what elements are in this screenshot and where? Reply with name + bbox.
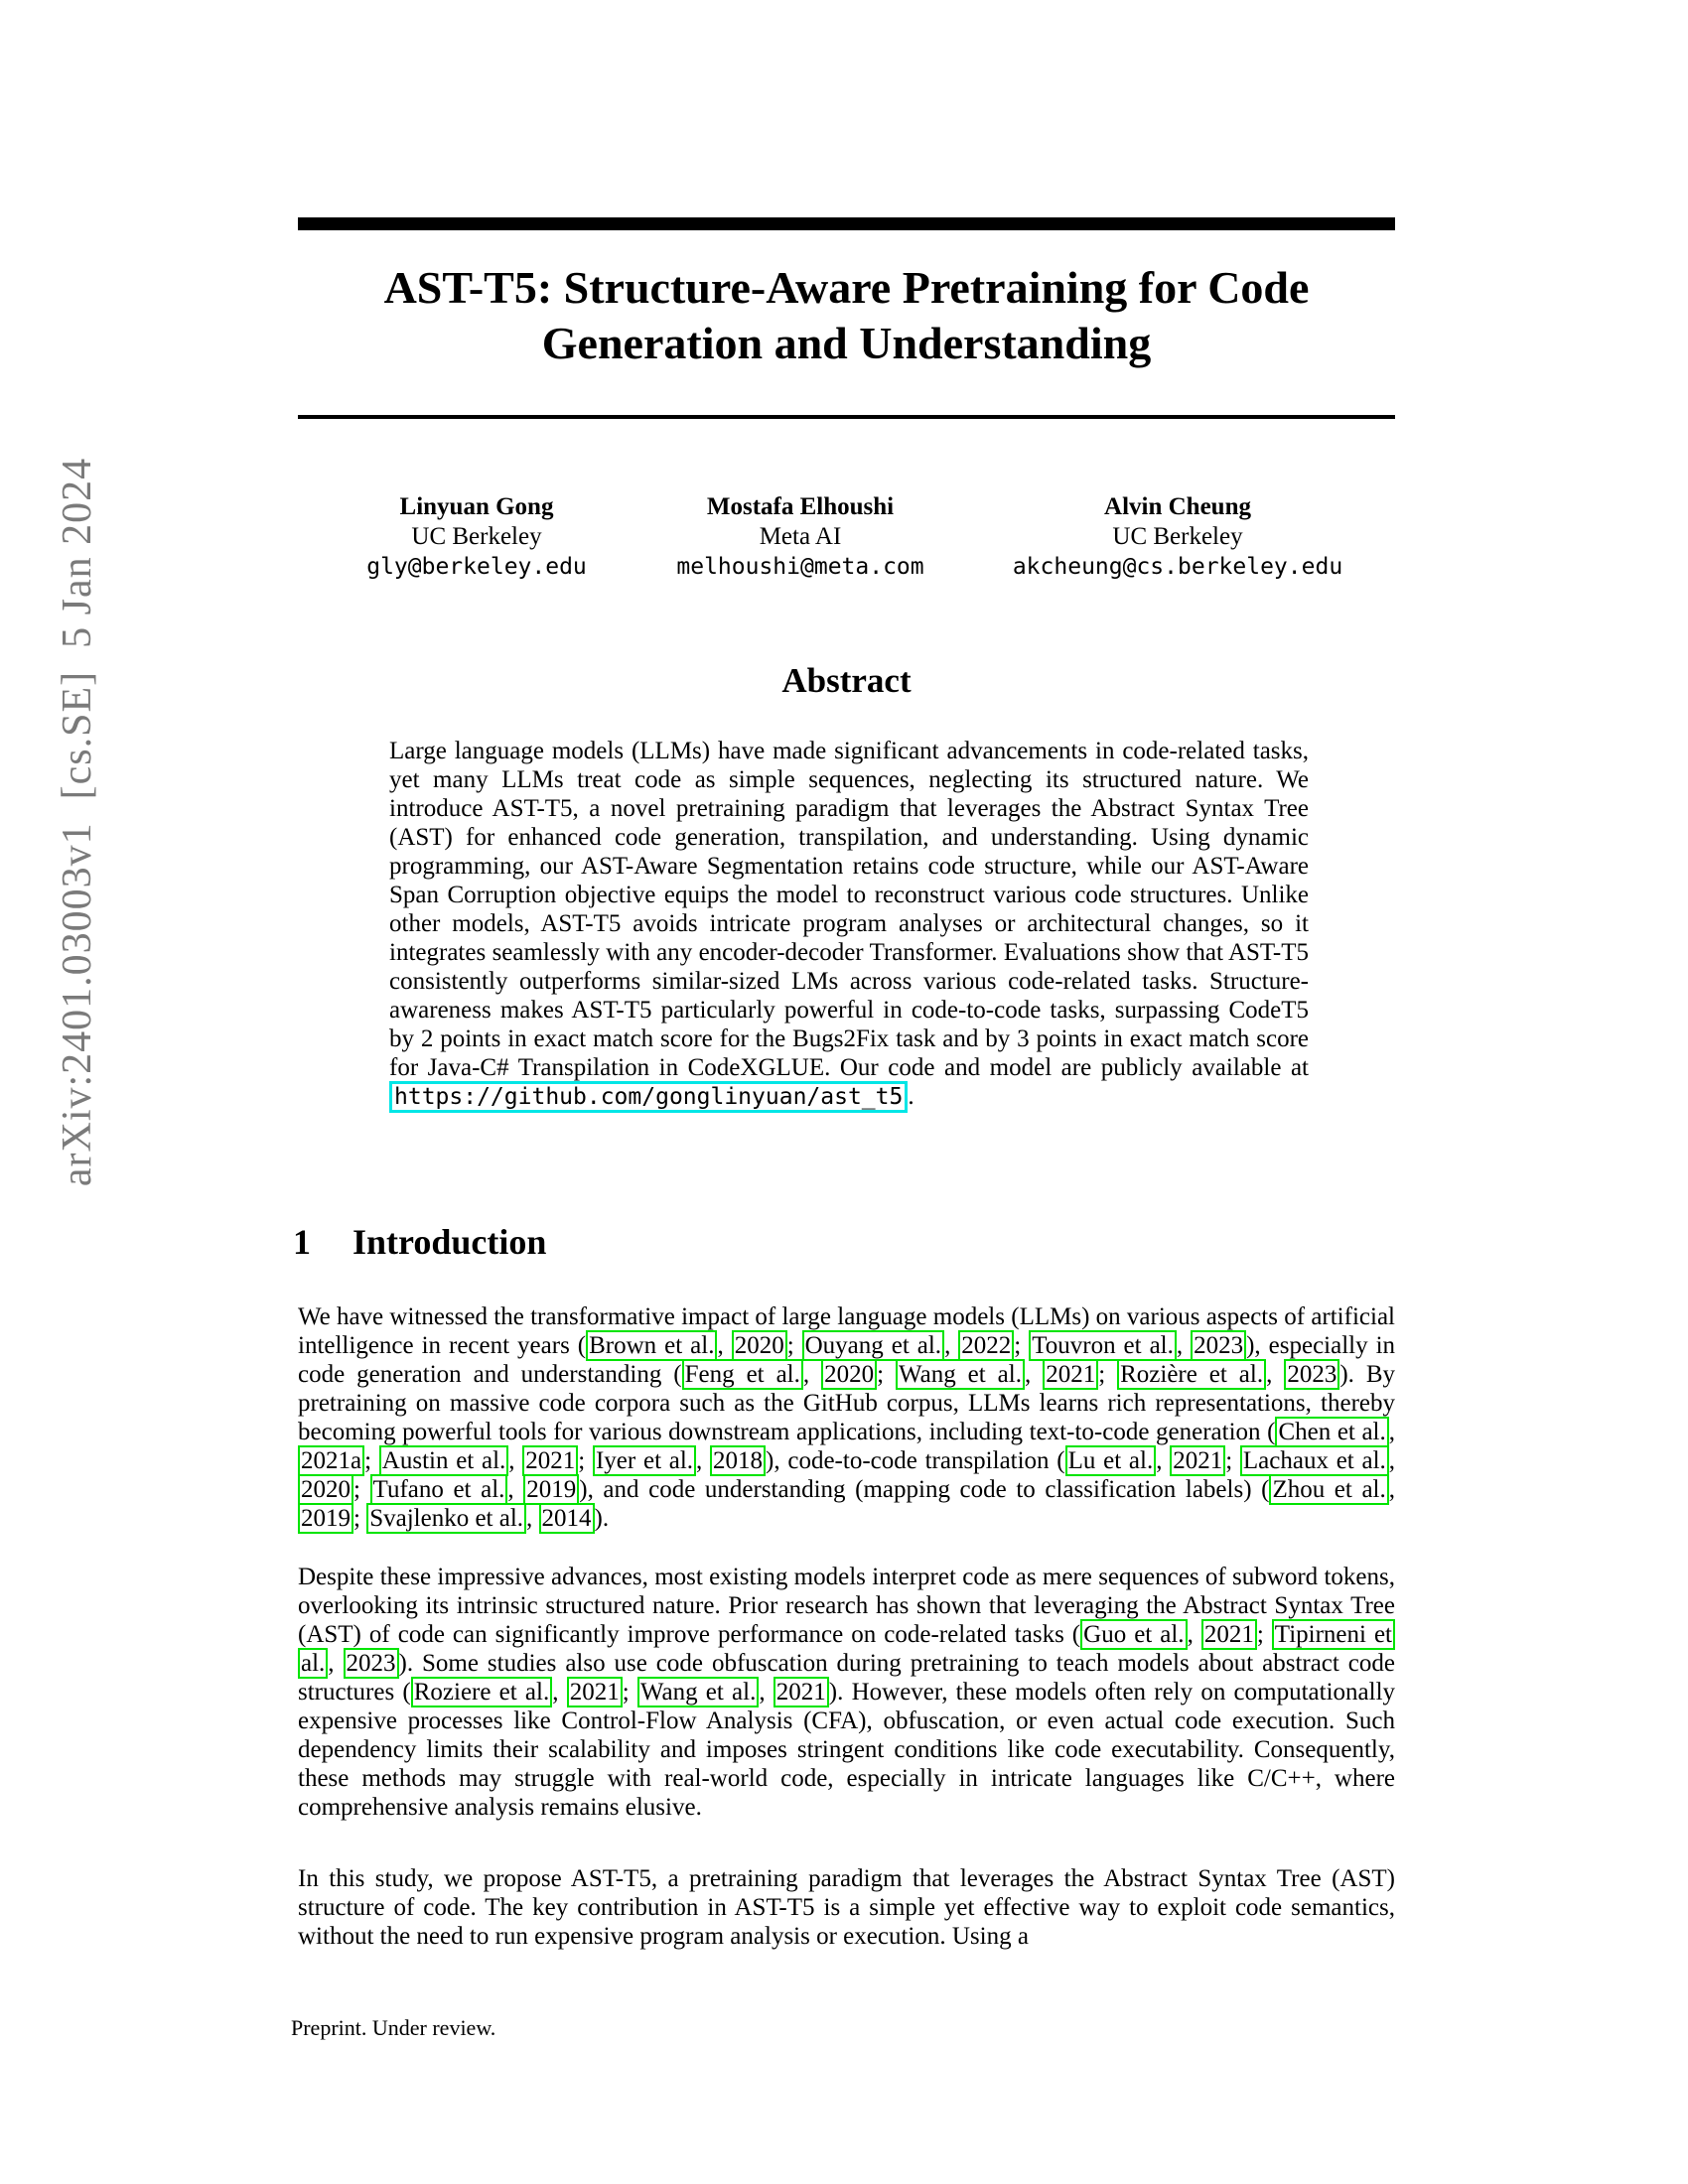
text-run: ), and code understanding (mapping code to classification labels) (: [579, 1476, 1270, 1503]
citation-link[interactable]: Austin et al.: [379, 1445, 509, 1476]
paper-title-line-2: Generation and Understanding: [541, 318, 1152, 368]
author-mostafa-elhoushi: [676, 492, 923, 582]
author-affiliation: UC Berkeley: [1112, 523, 1243, 550]
text-run: We have witnessed the transformative impact of large language models (LLMs) on various aspects of artificial intelligence in recent years (: [298, 1303, 1395, 1359]
citation-link[interactable]: Brown et al.: [586, 1330, 717, 1361]
citation-link[interactable]: 2021: [522, 1445, 578, 1476]
author-alvin-cheung: [1013, 492, 1342, 582]
citation-link[interactable]: Guo et al.: [1080, 1619, 1187, 1650]
citation-link[interactable]: Lachaux et al.: [1240, 1445, 1389, 1476]
text-run: ,: [1388, 1447, 1396, 1474]
citation-link[interactable]: 2020: [821, 1359, 877, 1390]
text-run: ;: [1225, 1447, 1240, 1474]
text-run: ,: [328, 1650, 344, 1677]
text-run: ,: [944, 1332, 959, 1359]
text-run: ,: [696, 1447, 711, 1474]
arxiv-watermark: arXiv:2401.03003v1 [cs.SE] 5 Jan 2024: [55, 457, 100, 1187]
text-run: ,: [1388, 1476, 1395, 1503]
text-run: ,: [1156, 1447, 1171, 1474]
text-run: ).: [594, 1505, 610, 1532]
text-run: Large language models (LLMs) have made significant advancements in code-related tasks, yet many LLMs treat code as simple sequences, neglecting its structured nature. We introduce AST-T5, a novel pretraining paradigm that leverages the Abstract Syntax Tree (AST) for enhanced code generation, transpilation, and understanding. Using dynamic programming, our AST-Aware Segmentation retains code structure, while our AST-Aware Span Corruption objective equips the model to reconstruct various code structures. Unlike other models, AST-T5 avoids intricate program analyses or architectural changes, so it integrates seamlessly with any encoder-decoder Transformer. Evaluations show that AST-T5 consistently outperforms similar-sized LMs across various code-related tasks. Structure-awareness makes AST-T5 particularly powerful in code-to-code tasks, surpassing CodeT5 by 2 points in exact match score for the Bugs2Fix task and by 3 points in exact match score for Java-C# Transpilation in CodeXGLUE. Our code and model are publicly available at: [389, 738, 1309, 1081]
text-run: ), code-to-code transpilation (: [766, 1447, 1065, 1474]
citation-link[interactable]: 2020: [732, 1330, 787, 1361]
intro-paragraph-1: [298, 1302, 1395, 1533]
author-email: gly@berkeley.edu: [366, 554, 587, 580]
section-title: Introduction: [352, 1222, 547, 1262]
citation-link[interactable]: Rozière et al.: [1117, 1359, 1266, 1390]
author-affiliation: UC Berkeley: [411, 523, 542, 550]
text-run: ;: [877, 1361, 897, 1388]
text-run: ,: [1024, 1361, 1044, 1388]
text-run: ;: [1256, 1621, 1272, 1648]
text-run: ;: [1098, 1361, 1118, 1388]
paper-title: [298, 260, 1395, 371]
repo-url-link[interactable]: https://github.com/gonglinyuan/ast_t5: [389, 1081, 908, 1113]
text-run: ;: [622, 1679, 637, 1706]
citation-link[interactable]: 2022: [958, 1330, 1014, 1361]
citation-link[interactable]: 2021: [1043, 1359, 1098, 1390]
citation-link[interactable]: 2019: [523, 1474, 579, 1505]
citation-link[interactable]: 2023: [1284, 1359, 1339, 1390]
citation-link[interactable]: 2021: [1170, 1445, 1225, 1476]
text-run: ,: [526, 1505, 539, 1532]
text-run: ), especially in code generation and understanding (: [298, 1332, 1396, 1388]
text-run: ,: [802, 1361, 822, 1388]
citation-link[interactable]: Feng et al.: [682, 1359, 803, 1390]
author-email: akcheung@cs.berkeley.edu: [1012, 554, 1343, 580]
abstract-heading: Abstract: [781, 661, 912, 700]
text-run: ;: [1014, 1332, 1030, 1359]
citation-link[interactable]: 2020: [298, 1474, 353, 1505]
text-run: .: [908, 1083, 914, 1110]
citation-link[interactable]: Roziere et al.: [411, 1677, 553, 1707]
text-run: ,: [507, 1476, 524, 1503]
footer-note: Preprint. Under review.: [291, 2015, 496, 2040]
text-run: ). By pretraining on massive code corpora such as the GitHub corpus, LLMs learns rich representations, thereby becoming powerful tools for various downstream applications, including text-to-code generation (: [298, 1361, 1396, 1445]
text-run: ;: [364, 1447, 379, 1474]
paper-title-line-1: AST-T5: Structure-Aware Pretraining for Code: [383, 262, 1310, 313]
citation-link[interactable]: 2021: [774, 1677, 829, 1707]
title-top-rule: [298, 217, 1395, 230]
intro-paragraph-2: [298, 1563, 1395, 1822]
citation-link[interactable]: 2014: [539, 1503, 595, 1534]
title-bottom-rule: [298, 415, 1395, 419]
citation-link[interactable]: 2021: [567, 1677, 623, 1707]
author-name: Alvin Cheung: [1104, 493, 1251, 520]
citation-link[interactable]: 2018: [710, 1445, 766, 1476]
section-heading-introduction: [293, 1221, 546, 1263]
text-run: ,: [1176, 1332, 1192, 1359]
text-run: ). However, these models often rely on computationally expensive processes like Control-Flow Analysis (CFA), obfuscation, or even actual code execution. Such dependency limits their scalability and imposes stringent conditions like code executability. Consequently, these methods may struggle with real-world code, especially in intricate languages like C/C++, where comprehensive analysis remains elusive.: [298, 1679, 1396, 1821]
author-name: Linyuan Gong: [399, 493, 554, 520]
text-run: ;: [353, 1476, 370, 1503]
citation-link[interactable]: 2023: [1191, 1330, 1246, 1361]
citation-link[interactable]: 2021: [1201, 1619, 1257, 1650]
text-run: ;: [578, 1447, 593, 1474]
text-run: ,: [717, 1332, 732, 1359]
citation-link[interactable]: Wang et al.: [637, 1677, 759, 1707]
citation-link[interactable]: Zhou et al.: [1269, 1474, 1388, 1505]
text-run: ,: [1266, 1361, 1285, 1388]
intro-paragraph-3: [298, 1864, 1395, 1951]
text-run: ,: [1388, 1419, 1396, 1445]
text-run: ). Some studies also use code obfuscation during pretraining to teach models about abstract code structures (: [298, 1650, 1395, 1706]
citation-link[interactable]: Svajlenko et al.: [366, 1503, 526, 1534]
text-run: ;: [786, 1332, 802, 1359]
author-name: Mostafa Elhoushi: [706, 493, 895, 520]
text-run: ,: [1187, 1621, 1201, 1648]
text-run: ,: [552, 1679, 567, 1706]
citation-link[interactable]: Wang et al.: [896, 1359, 1025, 1390]
citation-link[interactable]: Chen et al.: [1275, 1417, 1388, 1447]
citation-link[interactable]: Ouyang et al.: [802, 1330, 944, 1361]
text-run: In this study, we propose AST-T5, a pretraining paradigm that leverages the Abstract Syntax Tree (AST) structure of code. The key contribution in AST-T5 is a simple yet effective way to exploit code semantics, without the need to run expensive program analysis or execution. Using a: [298, 1865, 1395, 1950]
citation-link[interactable]: 2019: [298, 1503, 353, 1534]
section-number: 1: [293, 1222, 311, 1262]
text-run: ;: [353, 1505, 367, 1532]
citation-link[interactable]: 2023: [344, 1648, 399, 1679]
citation-link[interactable]: Touvron et al.: [1029, 1330, 1177, 1361]
author-block: [298, 492, 1395, 602]
author-affiliation: Meta AI: [759, 523, 842, 550]
citation-link[interactable]: Tufano et al.: [370, 1474, 508, 1505]
citation-link[interactable]: 2021a: [298, 1445, 364, 1476]
citation-link[interactable]: Tipirneni et al.: [298, 1619, 1395, 1679]
text-run: Despite these impressive advances, most existing models interpret code as mere sequences of subword tokens, overlooking its intrinsic structured nature. Prior research has shown that leveraging the Abstract Syntax Tree (AST) of code can significantly improve performance on code-related tasks (: [298, 1564, 1395, 1648]
text-run: ,: [759, 1679, 774, 1706]
text-run: ,: [508, 1447, 523, 1474]
citation-link[interactable]: Lu et al.: [1065, 1445, 1157, 1476]
author-email: melhoushi@meta.com: [676, 554, 924, 580]
abstract-text: [389, 737, 1309, 1112]
citation-link[interactable]: Iyer et al.: [593, 1445, 696, 1476]
author-linyuan-gong: [366, 492, 587, 582]
